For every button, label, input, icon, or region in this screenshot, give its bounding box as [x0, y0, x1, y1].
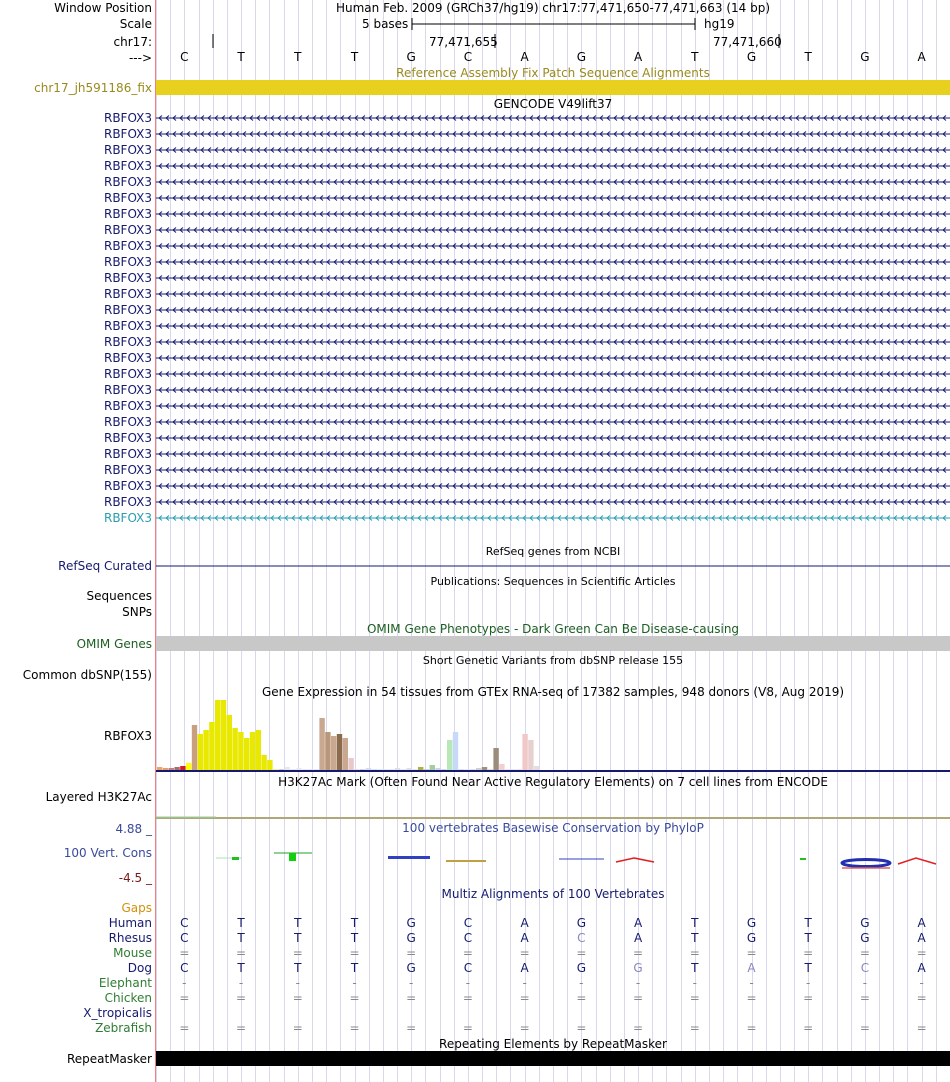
alignment-base: T: [804, 916, 812, 930]
alignment-base: =: [179, 1021, 190, 1035]
alignment-base: =: [746, 946, 757, 960]
track-graphics: [156, 0, 950, 1082]
alignment-base: =: [462, 991, 473, 1005]
gene-label-rbfox3[interactable]: RBFOX3: [103, 287, 152, 301]
gene-label-rbfox3[interactable]: RBFOX3: [103, 495, 152, 509]
ruler-position-2: 77,471,660: [713, 35, 782, 49]
alignment-base: -: [238, 976, 244, 990]
window-position-value: Human Feb. 2009 (GRCh37/hg19) chr17:77,471,650-77,471,663 (14 bp): [335, 1, 770, 15]
species-label-mouse[interactable]: Mouse: [113, 946, 152, 960]
gtex-bar: [499, 764, 504, 770]
alignment-base: G: [406, 931, 416, 945]
gtex-title: Gene Expression in 54 tissues from GTEx RNA-seq of 17382 samples, 948 donors (V8, Aug 2019): [261, 685, 845, 699]
gtex-bar: [418, 767, 423, 770]
gene-label-rbfox3[interactable]: RBFOX3: [103, 463, 152, 477]
fix-patch-bar[interactable]: [156, 80, 950, 95]
gtex-bar: [395, 768, 400, 770]
gtex-bar: [435, 768, 440, 770]
alignment-base: A: [917, 931, 926, 945]
cons-mark: [289, 853, 296, 861]
base-letter: T: [237, 50, 245, 64]
cons-mark: [388, 856, 430, 859]
base-letter: G: [576, 50, 586, 64]
gene-label-rbfox3[interactable]: RBFOX3: [103, 239, 152, 253]
cons-label[interactable]: 100 Vert. Cons: [63, 846, 152, 860]
alignment-base: =: [349, 946, 360, 960]
gtex-bar: [279, 769, 284, 770]
gene-label-rbfox3[interactable]: RBFOX3: [103, 255, 152, 269]
cons-mark: [232, 857, 239, 860]
gencode-title: GENCODE V49lift37: [493, 97, 613, 111]
alignment-base: =: [236, 991, 247, 1005]
alignment-base: -: [182, 976, 187, 990]
gene-label-rbfox3[interactable]: RBFOX3: [103, 335, 152, 349]
alignment-base: T: [350, 931, 359, 945]
alignment-base: C: [577, 931, 586, 945]
gtex-bar: [261, 755, 266, 770]
base-letter: G: [746, 50, 757, 64]
gene-label-rbfox3[interactable]: RBFOX3: [103, 271, 152, 285]
gene-label-rbfox3[interactable]: RBFOX3: [103, 303, 152, 317]
scale-label: Scale: [119, 17, 152, 31]
gtex-bar: [517, 769, 522, 770]
base-letter: A: [520, 50, 529, 64]
gtex-bar: [244, 738, 249, 770]
species-label-rhesus[interactable]: Rhesus: [108, 931, 152, 945]
gtex-bar: [215, 700, 220, 770]
gtex-bar: [232, 728, 237, 770]
species-label-chicken[interactable]: Chicken: [104, 991, 152, 1005]
alignment-base: G: [633, 961, 643, 975]
alignment-base: A: [520, 916, 529, 930]
gtex-bar: [256, 730, 261, 770]
alignment-base: G: [576, 916, 586, 930]
alignment-base: -: [465, 976, 471, 990]
base-letter: T: [804, 50, 812, 64]
gene-label-rbfox3[interactable]: RBFOX3: [103, 191, 152, 205]
alignment-base: =: [406, 1021, 417, 1035]
alignment-base: -: [862, 976, 868, 990]
refseq-label[interactable]: RefSeq Curated: [58, 559, 152, 573]
base-letter: T: [691, 50, 699, 64]
gtex-bar: [372, 769, 377, 770]
gtex-bar: [441, 769, 446, 770]
alignment-base: =: [519, 1021, 530, 1035]
gtex-bar: [163, 768, 168, 770]
fix-patch-title: Reference Assembly Fix Patch Sequence Alignments: [396, 66, 710, 80]
alignment-base: =: [689, 946, 700, 960]
base-letter: T: [294, 50, 302, 64]
gtex-bar: [476, 768, 481, 770]
alignment-base: T: [691, 931, 699, 945]
gtex-bar: [296, 768, 301, 770]
gtex-bar: [534, 766, 539, 770]
gtex-bar: [198, 734, 203, 770]
alignment-base: -: [692, 976, 697, 990]
gtex-bar: [401, 769, 406, 770]
gtex-bar: [308, 769, 313, 770]
fix-patch-label[interactable]: chr17_jh591186_fix: [34, 81, 152, 95]
assembly-label: hg19: [704, 17, 735, 31]
multiz-title: Multiz Alignments of 100 Vertebrates: [441, 887, 665, 901]
gtex-bar: [360, 769, 365, 770]
gtex-bar: [453, 732, 458, 770]
alignment-base: =: [406, 946, 417, 960]
alignment-base: G: [406, 961, 416, 975]
species-label-human[interactable]: Human: [108, 916, 152, 930]
base-letter: A: [917, 50, 926, 64]
gtex-bar: [488, 769, 493, 770]
alignment-base: -: [806, 976, 811, 990]
repeatmasker-title: Repeating Elements by RepeatMasker: [439, 1037, 667, 1051]
alignment-base: =: [292, 1021, 303, 1035]
gtex-bar: [412, 769, 417, 770]
h3k27ac-title: H3K27Ac Mark (Often Found Near Active Regulatory Elements) on 7 cell lines from ENCODE: [278, 775, 828, 789]
gtex-bar: [482, 767, 487, 770]
gtex-bar: [493, 748, 498, 770]
alignment-base: =: [519, 946, 530, 960]
gtex-bar: [290, 769, 295, 770]
alignment-base: G: [576, 961, 586, 975]
alignment-base: C: [180, 931, 189, 945]
alignment-base: G: [860, 931, 870, 945]
pubs-title: Publications: Sequences in Scientific Articles: [430, 575, 676, 588]
alignment-base: =: [746, 1021, 757, 1035]
gtex-bar: [354, 769, 359, 770]
gtex-bar: [430, 765, 435, 770]
alignment-base: C: [463, 961, 473, 975]
base-letter: G: [406, 50, 416, 64]
cons-mark: [616, 858, 654, 862]
alignment-base: -: [352, 976, 357, 990]
alignment-base: T: [804, 931, 812, 945]
gtex-bar: [285, 767, 290, 770]
track-image[interactable]: [156, 0, 950, 1082]
alignment-base: A: [747, 961, 756, 975]
alignment-base: A: [917, 961, 926, 975]
gtex-bar: [459, 769, 464, 770]
gene-label-rbfox3[interactable]: RBFOX3: [103, 367, 152, 381]
gtex-bar: [377, 769, 382, 770]
alignment-base: =: [236, 946, 247, 960]
alignment-base: =: [633, 946, 644, 960]
alignment-base: T: [237, 931, 245, 945]
alignment-base: =: [292, 946, 303, 960]
base-letter: C: [463, 50, 473, 64]
alignment-base: T: [237, 961, 245, 975]
gene-label-rbfox3[interactable]: RBFOX3: [103, 111, 152, 125]
alignment-base: =: [689, 991, 700, 1005]
gtex-bar: [227, 715, 232, 770]
alignment-base: =: [576, 991, 587, 1005]
gene-label-rbfox3[interactable]: RBFOX3: [103, 399, 152, 413]
alignment-base: =: [859, 991, 870, 1005]
gene-label-rbfox3[interactable]: RBFOX3: [103, 511, 152, 525]
gaps-label[interactable]: Gaps: [121, 901, 152, 915]
alignment-base: A: [520, 961, 529, 975]
alignment-base: =: [746, 991, 757, 1005]
alignment-base: A: [917, 916, 926, 930]
gtex-label[interactable]: RBFOX3: [103, 729, 152, 743]
gtex-bar: [238, 732, 243, 770]
alignment-base: T: [237, 916, 245, 930]
gene-label-rbfox3[interactable]: RBFOX3: [103, 383, 152, 397]
base-letter: T: [350, 50, 359, 64]
gtex-bar: [250, 732, 255, 770]
cons-title: 100 vertebrates Basewise Conservation by PhyloP: [402, 821, 704, 835]
alignment-base: =: [576, 946, 587, 960]
alignment-base: =: [916, 991, 927, 1005]
alignment-base: -: [295, 976, 300, 990]
gene-label-rbfox3[interactable]: RBFOX3: [103, 415, 152, 429]
base-letter: G: [860, 50, 870, 64]
alignment-base: G: [746, 931, 757, 945]
alignment-base: =: [803, 991, 814, 1005]
alignment-base: A: [633, 916, 643, 930]
gtex-bar: [464, 769, 469, 770]
alignment-base: =: [916, 946, 927, 960]
gtex-bar: [522, 734, 527, 770]
alignment-base: A: [520, 931, 529, 945]
gtex-bar: [343, 738, 348, 770]
alignment-base: =: [292, 991, 303, 1005]
gene-label-rbfox3[interactable]: RBFOX3: [103, 143, 152, 157]
alignment-base: =: [803, 946, 814, 960]
alignment-base: =: [236, 1021, 247, 1035]
gtex-bar: [314, 769, 319, 770]
scale-text: 5 bases: [362, 17, 409, 31]
gene-label-rbfox3[interactable]: RBFOX3: [103, 207, 152, 221]
dbsnp-title: Short Genetic Variants from dbSNP release 155: [422, 654, 684, 667]
alignment-base: G: [860, 916, 870, 930]
alignment-base: -: [522, 976, 527, 990]
gtex-bar: [174, 767, 179, 770]
alignment-base: =: [179, 946, 190, 960]
alignment-base: =: [406, 991, 417, 1005]
alignment-base: T: [350, 916, 359, 930]
alignment-base: -: [635, 976, 641, 990]
alignment-base: -: [919, 976, 924, 990]
gtex-bar: [273, 769, 278, 770]
alignment-base: =: [462, 946, 473, 960]
gene-label-rbfox3[interactable]: RBFOX3: [103, 351, 152, 365]
alignment-base: T: [691, 961, 699, 975]
chrom-label: chr17:: [113, 35, 152, 49]
gene-label-rbfox3[interactable]: RBFOX3: [103, 175, 152, 189]
alignment-base: A: [633, 931, 643, 945]
pubs-sequences-label[interactable]: Sequences: [86, 589, 152, 603]
alignment-base: T: [294, 961, 302, 975]
alignment-base: -: [409, 976, 414, 990]
track-labels-column: [0, 0, 155, 1082]
alignment-base: =: [349, 991, 360, 1005]
repeatmasker-bar[interactable]: [156, 1051, 950, 1066]
alignment-base: C: [860, 961, 870, 975]
gtex-bar: [383, 769, 388, 770]
gtex-bar: [348, 758, 353, 770]
gtex-bar: [302, 769, 307, 770]
alignment-base: =: [179, 991, 190, 1005]
cons-mark: [898, 858, 936, 864]
alignment-base: =: [859, 1021, 870, 1035]
gene-label-rbfox3[interactable]: RBFOX3: [103, 223, 152, 237]
dbsnp-label[interactable]: Common dbSNP(155): [22, 668, 152, 682]
alignment-base: G: [406, 916, 416, 930]
species-label-elephant[interactable]: Elephant: [98, 976, 152, 990]
alignment-base: T: [350, 961, 359, 975]
gtex-bar: [325, 732, 330, 770]
base-letter: C: [180, 50, 189, 64]
alignment-base: C: [463, 916, 473, 930]
window-position-label: Window Position: [54, 1, 152, 15]
gtex-bar: [528, 740, 533, 770]
gtex-bar: [186, 763, 191, 770]
pubs-snps-label[interactable]: SNPs: [122, 605, 152, 619]
alignment-base: C: [463, 931, 473, 945]
alignment-base: T: [294, 931, 302, 945]
gtex-bar: [424, 769, 429, 770]
gene-label-rbfox3[interactable]: RBFOX3: [103, 159, 152, 173]
alignment-base: =: [519, 991, 530, 1005]
gtex-bar: [406, 768, 411, 770]
gtex-bar: [192, 725, 197, 770]
gtex-bar: [447, 740, 452, 770]
refseq-title: RefSeq genes from NCBI: [485, 545, 621, 558]
cons-min-label: -4.5 _: [118, 871, 152, 885]
gtex-bar: [157, 767, 162, 770]
alignment-base: =: [916, 1021, 927, 1035]
alignment-base: G: [746, 916, 757, 930]
gtex-bar: [319, 718, 324, 770]
alignment-base: T: [804, 961, 812, 975]
alignment-base: =: [349, 1021, 360, 1035]
alignment-base: =: [576, 1021, 587, 1035]
gtex-bar: [470, 769, 475, 770]
gtex-bar: [169, 768, 174, 770]
alignment-base: T: [294, 916, 302, 930]
cons-max-label: 4.88 _: [115, 822, 152, 836]
species-label-x_tropicalis[interactable]: X_tropicalis: [83, 1006, 152, 1020]
cons-mark: [800, 858, 806, 860]
alignment-base: =: [859, 946, 870, 960]
alignment-base: T: [691, 916, 699, 930]
alignment-base: =: [689, 1021, 700, 1035]
omim-label[interactable]: OMIM Genes: [76, 637, 152, 651]
gtex-bar: [267, 760, 272, 770]
gtex-bar: [366, 768, 371, 770]
gtex-bar: [209, 722, 214, 770]
gene-label-rbfox3[interactable]: RBFOX3: [103, 447, 152, 461]
alignment-base: =: [633, 991, 644, 1005]
gtex-bar: [180, 766, 185, 770]
repeatmasker-label[interactable]: RepeatMasker: [66, 1052, 152, 1066]
omim-title: OMIM Gene Phenotypes - Dark Green Can Be Disease-causing: [366, 622, 740, 636]
species-label-zebrafish[interactable]: Zebrafish: [95, 1021, 152, 1035]
alignment-base: C: [180, 961, 189, 975]
gtex-bar: [337, 734, 342, 770]
strand-arrow-label: --->: [128, 51, 152, 65]
base-letter: A: [633, 50, 643, 64]
alignment-base: =: [462, 1021, 473, 1035]
alignment-base: -: [749, 976, 754, 990]
gene-label-rbfox3[interactable]: RBFOX3: [103, 431, 152, 445]
gtex-bar: [331, 736, 336, 770]
gtex-bar: [389, 769, 394, 770]
ruler-position-1: 77,471,655: [429, 35, 498, 49]
gene-label-rbfox3[interactable]: RBFOX3: [103, 127, 152, 141]
gtex-bar: [511, 769, 516, 770]
gene-label-rbfox3[interactable]: RBFOX3: [103, 319, 152, 333]
alignment-base: =: [633, 1021, 644, 1035]
gene-label-rbfox3[interactable]: RBFOX3: [103, 479, 152, 493]
alignment-base: =: [803, 1021, 814, 1035]
species-label-dog[interactable]: Dog: [127, 961, 152, 975]
h3k27ac-label[interactable]: Layered H3K27Ac: [45, 790, 152, 804]
gtex-bar: [505, 769, 510, 770]
omim-bar[interactable]: [156, 636, 950, 651]
gtex-bar: [203, 730, 208, 770]
alignment-base: C: [180, 916, 189, 930]
gtex-bar: [221, 700, 226, 770]
alignment-base: -: [579, 976, 584, 990]
